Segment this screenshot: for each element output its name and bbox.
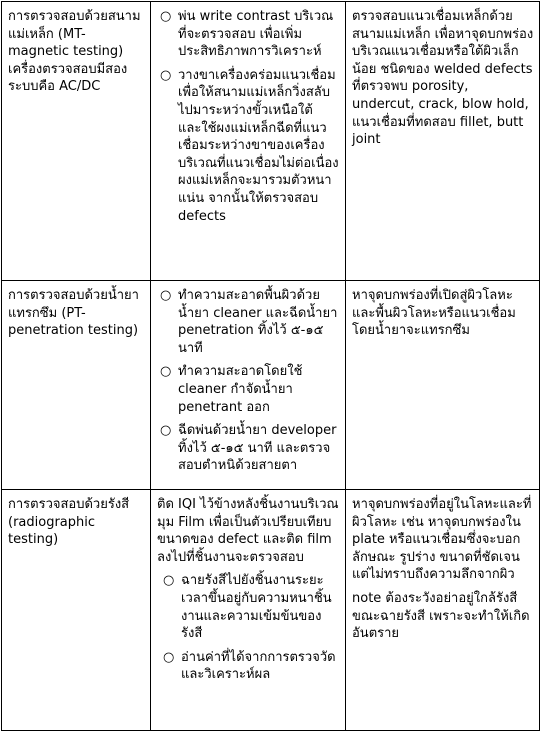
circle-bullet-icon: ○ bbox=[160, 67, 172, 83]
procedure-list bbox=[157, 287, 340, 475]
result-text: หาจุดบกพร่องที่เปิดสู่ผิวโลหะ และพื้นผิวโลหะหรือแนวเชื่อม โดยน้ำยาจะแทรกซึม bbox=[352, 288, 516, 339]
result-cell bbox=[346, 2, 540, 281]
procedure-list bbox=[157, 8, 340, 225]
procedure-step: วางขาเครื่องคร่อมแนวเชื่อม เพื่อให้สนามแม่เหล็กวิ่งสลับไปมาระหว่างขั้วเหนือใต้ และใช้ผงแม่เหล็กฉีดที่แนวเชื่อมระหว่างขาของเครื่อง บริเวณที่แนวเชื่อมไม่ต่อเนื่อง ผงแม่เหล็กจะมารวมตัวหนาแน่น จากนั้นให้ตรวจสอบ defects bbox=[178, 67, 339, 224]
result-text: หาจุดบกพร่องที่อยู่ในโลหะและที่ผิวโลหะ เช่น หาจุดบกพร่องใน plate หรือแนวเชื่อมซึ่งจะบอกลักษณะ รูปร่าง ขนาดที่ชัดเจนแต่ไม่ทราบถึงความลึกจากผิว bbox=[352, 497, 532, 583]
result-note: note ต้องระวังอย่าอยู่ใกล้รังสีขณะฉายรังสี เพราะจะทำให้เกิดอันตราย bbox=[352, 590, 530, 642]
list-item bbox=[160, 649, 340, 684]
method-text: การตรวจสอบด้วยรังสี (radiographic testing) bbox=[8, 497, 130, 548]
procedure-cell bbox=[151, 2, 346, 281]
list-item bbox=[157, 287, 340, 357]
method-cell bbox=[2, 490, 151, 731]
procedure-cell bbox=[151, 281, 346, 490]
circle-bullet-icon: ○ bbox=[163, 649, 175, 665]
table-row bbox=[2, 281, 540, 490]
procedure-step: ทำความสะอาดพื้นผิวด้วยน้ำยา cleaner และฉีดน้ำยา penetration ทิ้งไว้ ๕-๑๕ นาที bbox=[178, 288, 338, 356]
method-text: การตรวจสอบด้วยน้ำยาแทรกซึม (PT-penetration testing) bbox=[8, 288, 139, 339]
procedure-step: ฉีดพ่นด้วยน้ำยา developer ทิ้งไว้ ๕-๑๕ นาที และตรวจสอบตำหนิด้วยสายตา bbox=[178, 423, 337, 474]
list-item bbox=[157, 67, 340, 225]
list-item bbox=[157, 8, 340, 61]
method-cell bbox=[2, 2, 151, 281]
procedure-step: อ่านค่าที่ได้จากการตรวจวัดและวิเคราะห์ผล bbox=[181, 649, 336, 683]
procedure-step: ฉายรังสีไปยังชิ้นงานระยะเวลาขึ้นอยู่กับความหนาชิ้นงานและความเข้มข้นของรังสี bbox=[181, 573, 332, 642]
table-row bbox=[2, 2, 540, 281]
procedure-step: ทำความสะอาดโดยใช้ cleaner กำจัดน้ำยา penetrant ออก bbox=[178, 364, 303, 415]
circle-bullet-icon: ○ bbox=[163, 573, 175, 589]
circle-bullet-icon: ○ bbox=[160, 423, 172, 439]
circle-bullet-icon: ○ bbox=[160, 9, 172, 24]
procedure-intro: ติด IQI ไว้ข้างหลังชิ้นงานบริเวณมุม Film เพื่อเป็นตัวเปรียบเทียบขนาดของ defect และติด film ลงไปที่ชิ้นงานจะตรวจสอบ bbox=[157, 497, 339, 565]
circle-bullet-icon: ○ bbox=[160, 364, 172, 380]
procedure-step: พ่น write contrast บริเวณที่จะตรวจสอบ เพื่อเพิ่มประสิทธิภาพการวิเคราะห์ bbox=[178, 9, 334, 60]
result-cell bbox=[346, 490, 540, 731]
procedure-list bbox=[157, 572, 340, 684]
inspection-methods-table bbox=[1, 1, 540, 731]
table-row bbox=[2, 490, 540, 731]
circle-bullet-icon: ○ bbox=[160, 288, 172, 303]
list-item bbox=[157, 363, 340, 416]
method-text: การตรวจสอบด้วยสนามแม่เหล็ก (MT-magnetic testing) เครื่องตรวจสอบมีสองระบบคือ AC/DC bbox=[8, 9, 141, 95]
list-item bbox=[160, 572, 340, 642]
result-text: ตรวจสอบแนวเชื่อมเหล็กด้วยสนามแม่เหล็ก เพื่อหาจุดบกพร่องบริเวณแนวเชื่อมหรือใต้ผิวเล็กน้อย ชนิดของ welded defects ที่ตรวจพบ porosity, undercut, crack, blow hold, แนวเชื่อมที่ทดสอบ fillet, butt joint bbox=[352, 9, 534, 148]
list-item bbox=[157, 422, 340, 475]
method-cell bbox=[2, 281, 151, 490]
result-cell bbox=[346, 281, 540, 490]
procedure-cell bbox=[151, 490, 346, 731]
